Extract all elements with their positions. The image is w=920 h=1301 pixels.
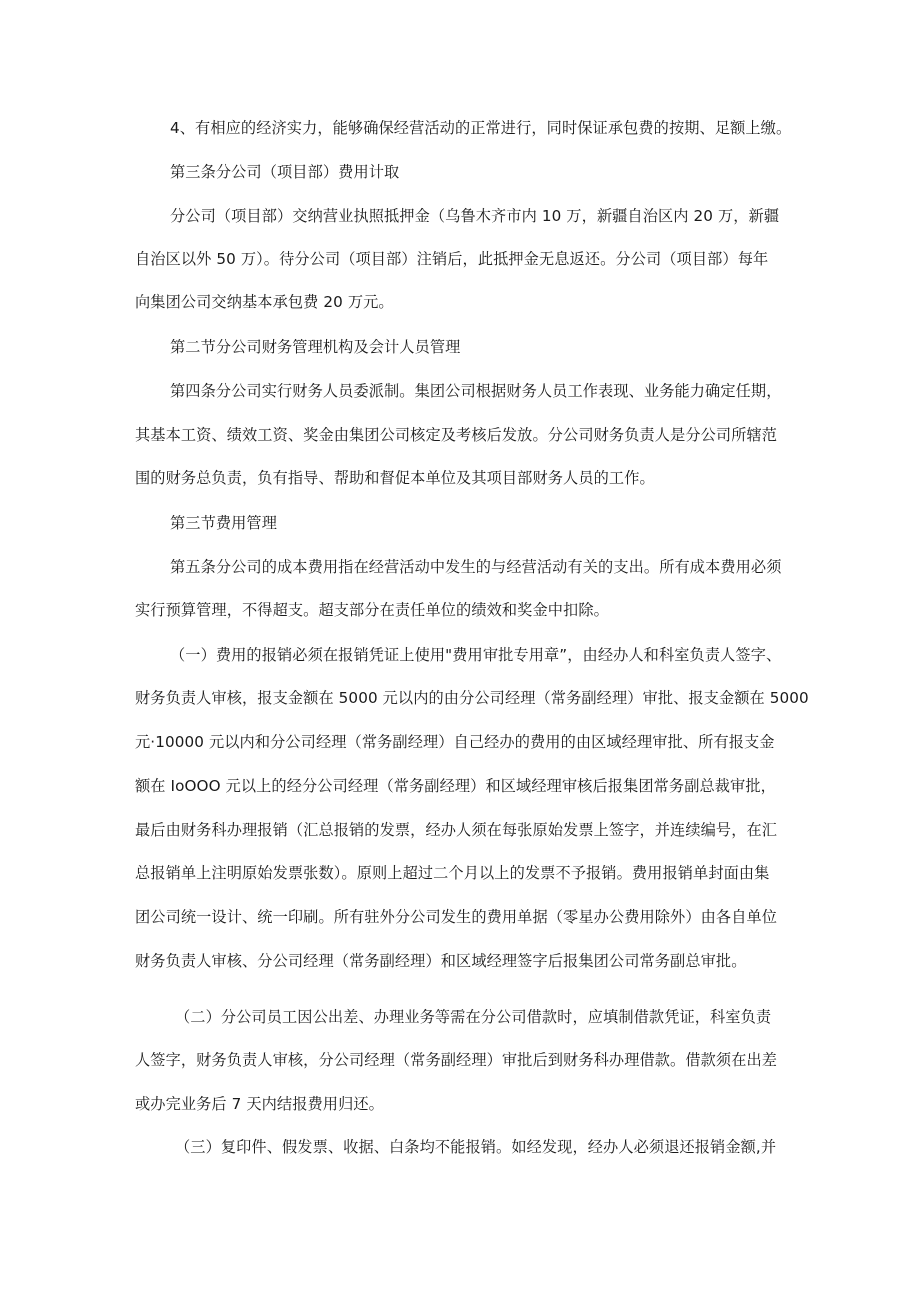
paragraph-line: （二）分公司员工因公出差、办理业务等需在分公司借款时，应填制借款凭证，科室负责 — [175, 1008, 772, 1026]
paragraph-line: 第五条分公司的成本费用指在经营活动中发生的与经营活动有关的支出。所有成本费用必须 — [170, 558, 782, 576]
paragraph-line: 4、有相应的经济实力，能够确保经营活动的正常进行，同时保证承包费的按期、足额上缴。 — [170, 119, 792, 137]
paragraph-line: （一）费用的报销必须在报销凭证上使用"费用审批专用章”，由经办人和科室负责人签字、 — [170, 646, 782, 664]
paragraph-line: 团公司统一设计、统一印刷。所有驻外分公司发生的费用单据（零星办公费用除外）由各自单位 — [135, 908, 778, 926]
paragraph-line: 最后由财务科办理报销（汇总报销的发票，经办人须在每张原始发票上签字，并连续编号，在汇 — [135, 821, 778, 839]
paragraph-line: 向集团公司交纳基本承包费 20 万元。 — [135, 293, 394, 311]
section-heading: 第三节费用管理 — [170, 514, 278, 532]
paragraph-line: 财务负责人审核，报支金额在 5000 元以内的由分公司经理（常务副经理）审批、报支金额在 5000 — [135, 689, 809, 707]
section-heading: 第三条分公司（项目部）费用计取 — [170, 163, 400, 181]
paragraph-line: 额在 IoOOO 元以上的经分公司经理（常务副经理）和区域经理审核后报集团常务副总裁审批， — [135, 777, 776, 795]
paragraph-line: 或办完业务后 7 天内结报费用归还。 — [135, 1095, 384, 1113]
section-heading: 第二节分公司财务管理机构及会计人员管理 — [170, 338, 461, 356]
paragraph-line: 元·10000 元以内和分公司经理（常务副经理）自己经办的费用的由区域经理审批、所有报支金 — [135, 733, 775, 751]
paragraph-line: 围的财务总负责，负有指导、帮助和督促本单位及其项目部财务人员的工作。 — [135, 469, 655, 487]
paragraph-line: （三）复印件、假发票、收据、白条均不能报销。如经发现，经办人必须退还报销金额,并 — [175, 1138, 777, 1156]
paragraph-line: 总报销单上注明原始发票张数）。原则上超过二个月以上的发票不予报销。费用报销单封面由集 — [135, 864, 770, 882]
paragraph-line: 人签字，财务负责人审核，分公司经理（常务副经理）审批后到财务科办理借款。借款须在出差 — [135, 1051, 778, 1069]
paragraph-line: 财务负责人审核、分公司经理（常务副经理）和区域经理签字后报集团公司常务副总审批。 — [135, 952, 747, 970]
paragraph-line: 自治区以外 50 万）。待分公司（项目部）注销后，此抵押金无息返还。分公司（项目部）每年 — [135, 250, 769, 268]
paragraph-line: 其基本工资、绩效工资、奖金由集团公司核定及考核后发放。分公司财务负责人是分公司所辖范 — [135, 426, 778, 444]
paragraph-line: 第四条分公司实行财务人员委派制。集团公司根据财务人员工作表现、业务能力确定任期， — [170, 382, 782, 400]
paragraph-line: 实行预算管理，不得超支。超支部分在责任单位的绩效和奖金中扣除。 — [135, 601, 609, 619]
paragraph-line: 分公司（项目部）交纳营业执照抵押金（乌鲁木齐市内 10 万，新疆自治区内 20 万，新疆 — [170, 207, 780, 225]
